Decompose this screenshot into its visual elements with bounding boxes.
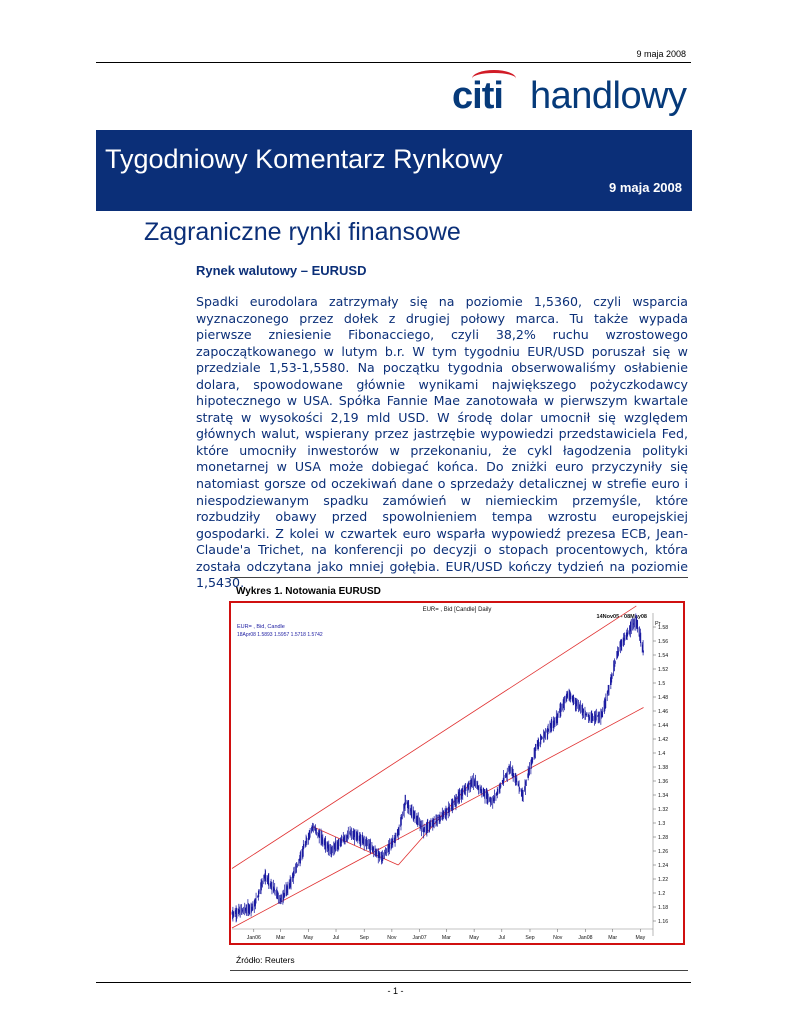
commentary-paragraph: Spadki eurodolara zatrzymały się na poziomie 1,5360, czyli wsparcia wyznaczonego przez dołek z drugiej połowy marca. Tu także wypada pierwsze zniesienie Fibonacciego, czyli 38,2% ruchu wzrostowego zapoczątkowanego w lutym b.r. W tym tygodniu EUR/USD poruszał się w przedziale 1,53-1,5580. Na początku tygodnia obserwowaliśmy osłabienie dolara, spowodowane głównie wynikami największego pożyczkodawcy hipotecznego w USA. Spółka Fannie Mae zanotowała w pierwszym kwartale stratę w wysokości 2,19 mld USD. W środę dolar umocnił się względem głównych walut, wspierany przez jastrzębie wypowiedzi przedstawiciela Fed, które umocniły inwestorów w przekonaniu, że cykl łagodzenia polityki monetarnej w USA może dobiegać końca. Do zniżki euro przyczyniły się natomiast gorsze od oczekiwań dane o sprzedaży detalicznej w strefie euro i niespodziewanym spadku zamówień w niemieckim przemyśle, które rozbudziły obawy przed spowolnieniem tempa wzrostu europejskiej gospodarki. Z kolei w czwartek euro wsparła wypowiedź prezesa ECB, Jean-Claude'a Trichet, na konferencji po decyzji o stopach procentowych, która została odczytana jako mniej gołębia. EUR/USD kończy tydzień na poziomie 1,5430. bbox=[196, 294, 688, 591]
y-tick-label: 1.16 bbox=[658, 919, 669, 925]
x-tick-label: Jul bbox=[332, 935, 340, 941]
y-tick-label: 1.54 bbox=[658, 653, 669, 659]
page-number: - 1 - bbox=[387, 986, 404, 996]
x-tick-label: May bbox=[303, 935, 314, 941]
source-note: Źródło: Reuters bbox=[236, 955, 295, 965]
title-banner bbox=[96, 130, 692, 211]
footer-rule bbox=[96, 982, 691, 983]
y-tick-label: 1.28 bbox=[658, 835, 669, 841]
sub-heading: Rynek walutowy – EURUSD bbox=[196, 263, 367, 278]
eurusd-chart bbox=[229, 601, 685, 945]
y-tick-label: 1.32 bbox=[658, 807, 669, 813]
x-tick-label: Jan06 bbox=[246, 935, 261, 941]
chart-y-unit: Pr bbox=[655, 621, 661, 627]
chart-legend-values: 18Apr08 1.5893 1.5957 1.5718 1.5742 bbox=[237, 632, 323, 638]
logo-handlowy-text: handlowy bbox=[530, 75, 687, 117]
y-tick-label: 1.48 bbox=[658, 695, 669, 701]
report-date: 9 maja 2008 bbox=[608, 180, 682, 195]
y-tick-label: 1.42 bbox=[658, 737, 669, 743]
y-tick-label: 1.18 bbox=[658, 905, 669, 911]
y-tick-label: 1.26 bbox=[658, 849, 669, 855]
x-tick-label: Jan07 bbox=[412, 935, 427, 941]
y-tick-label: 1.5 bbox=[658, 681, 666, 687]
y-tick-label: 1.46 bbox=[658, 709, 669, 715]
chart-legend-name: EUR= , Bid, Candle bbox=[237, 624, 285, 630]
y-tick-label: 1.3 bbox=[658, 821, 666, 827]
chart-bottom-rule bbox=[230, 970, 688, 971]
x-tick-label: May bbox=[469, 935, 480, 941]
x-tick-label: Sep bbox=[359, 935, 369, 941]
x-tick-label: Sep bbox=[525, 935, 535, 941]
y-tick-label: 1.44 bbox=[658, 723, 669, 729]
chart-caption: Wykres 1. Notowania EURUSD bbox=[236, 586, 381, 597]
y-tick-label: 1.24 bbox=[658, 863, 669, 869]
x-tick-label: Nov bbox=[553, 935, 563, 941]
x-tick-label: Jan08 bbox=[578, 935, 593, 941]
y-tick-label: 1.22 bbox=[658, 877, 669, 883]
x-tick-label: Mar bbox=[441, 935, 451, 941]
header-rule bbox=[96, 62, 691, 63]
x-tick-label: Mar bbox=[276, 935, 286, 941]
logo-citi-text: citi bbox=[452, 75, 503, 117]
y-tick-label: 1.58 bbox=[658, 625, 669, 631]
y-tick-label: 1.2 bbox=[658, 891, 666, 897]
chart-top-rule bbox=[230, 577, 688, 578]
x-tick-label: May bbox=[635, 935, 646, 941]
x-tick-label: Nov bbox=[387, 935, 397, 941]
y-tick-label: 1.4 bbox=[658, 751, 666, 757]
section-title: Zagraniczne rynki finansowe bbox=[144, 218, 461, 246]
y-tick-label: 1.38 bbox=[658, 765, 669, 771]
report-title: Tygodniowy Komentarz Rynkowy bbox=[105, 144, 503, 174]
chart-title: EUR= , Bid [Candle] Daily bbox=[422, 607, 492, 613]
x-tick-label: Jul bbox=[498, 935, 506, 941]
citi-handlowy-logo bbox=[452, 74, 692, 120]
y-tick-label: 1.36 bbox=[658, 779, 669, 785]
x-tick-label: Mar bbox=[608, 935, 618, 941]
y-tick-label: 1.52 bbox=[658, 667, 669, 673]
y-tick-label: 1.34 bbox=[658, 793, 669, 799]
header-date: 9 maja 2008 bbox=[636, 49, 686, 59]
y-tick-label: 1.56 bbox=[658, 639, 669, 645]
chart-svg bbox=[229, 601, 685, 945]
chart-range-label: 14Nov05 - 08May08 bbox=[596, 614, 647, 620]
